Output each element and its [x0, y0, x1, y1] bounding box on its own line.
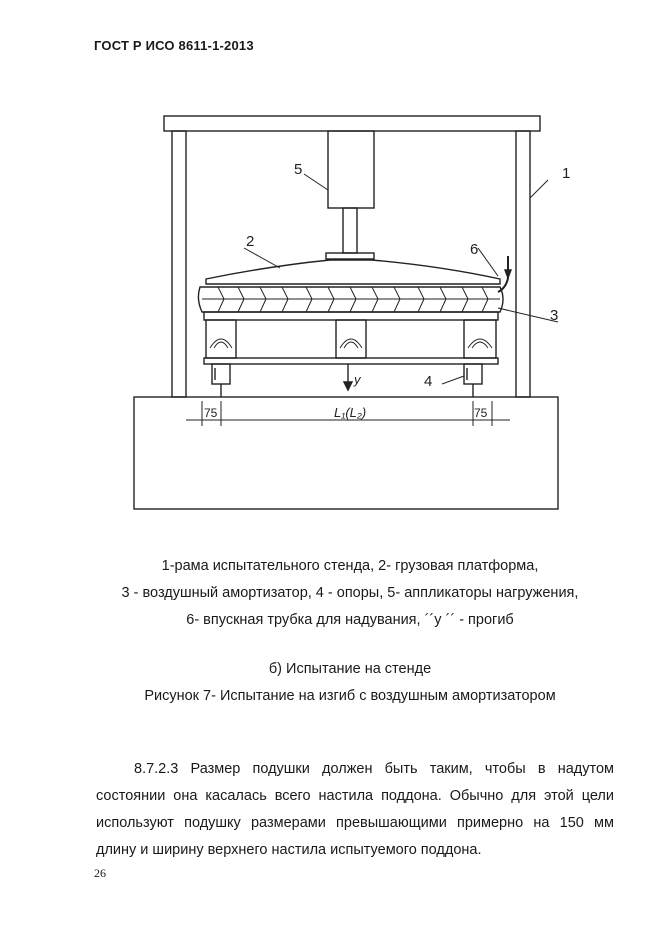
pallet-bottom-deck [204, 358, 498, 364]
load-applicator-foot [326, 253, 374, 259]
subfigure-caption: б) Испытание на стенде [268, 661, 432, 677]
paragraph-line-4: длину и ширину верхнего настила испытуемого поддона. [96, 842, 482, 858]
dimension-span: L₁(L₂) [334, 405, 367, 420]
air-cushion-cells [202, 287, 500, 312]
page-number: 26 [94, 866, 106, 880]
figure-title: Рисунок 7- Испытание на изгиб с воздушным амортизатором [144, 688, 556, 704]
label-2: 2 [246, 233, 255, 250]
paragraph-line-3: используют подушку размерами превышающими примерно на 150 мм [96, 815, 614, 831]
label-5: 5 [294, 161, 303, 178]
label-1: 1 [562, 165, 570, 182]
label-y: y [354, 372, 361, 387]
label-6: 6 [470, 241, 479, 258]
document-header: ГОСТ Р ИСО 8611-1-2013 [94, 38, 254, 53]
frame-right-column [516, 131, 530, 397]
legend-line-3: 6- впускная трубка для надувания, ´´у ´´ - прогиб [186, 612, 514, 628]
label-4: 4 [424, 373, 433, 390]
load-applicator-rod [343, 208, 357, 253]
legend-line-2: 3 - воздушный амортизатор, 4 - опоры, 5- аппликаторы нагружения, [121, 585, 579, 601]
label-3: 3 [550, 307, 559, 324]
legend-line-1: 1-рама испытательного стенда, 2- грузовая платформа, [161, 558, 539, 574]
paragraph-line-1: 8.7.2.3 Размер подушки должен быть таким, чтобы в надутом [134, 761, 614, 777]
frame-left-column [172, 131, 186, 397]
load-platform [206, 260, 500, 284]
load-applicator-cylinder [328, 131, 374, 208]
dimension-75-left: 75 [204, 406, 218, 420]
dimension-75-right: 75 [474, 406, 488, 420]
test-rig-drawing [120, 108, 570, 538]
pallet-top-deck [204, 312, 498, 320]
paragraph-8-7-2-3 [96, 756, 614, 864]
paragraph-line-2: состоянии она касалась всего настила поддона. Обычно для этой цели [96, 788, 614, 804]
frame-top-beam [164, 116, 540, 131]
